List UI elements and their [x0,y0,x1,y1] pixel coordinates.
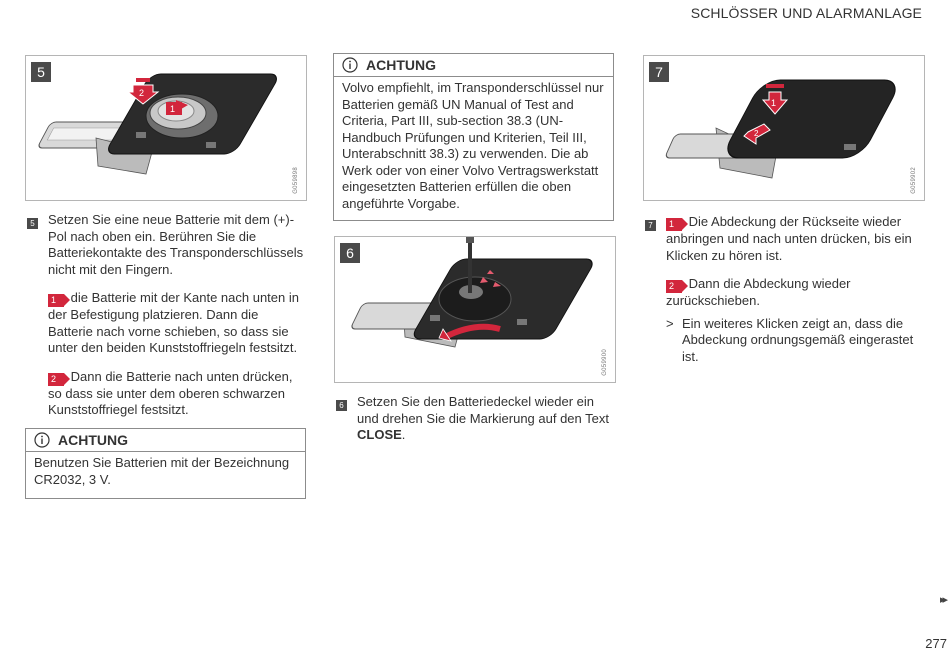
figure-code: G059898 [292,167,299,194]
warning-title: ACHTUNG [366,57,436,73]
step-5-substep-2: 2 Dann die Batterie nach unten drücken, so dass sie unter dem oberen schwarzen Kunststoffriegel festsitzt. [48,368,293,417]
info-circle-icon [34,432,50,454]
warning-text: Benutzen Sie Batterien mit der Bezeichnung CR2032, 3 V. [34,455,290,487]
figure-number-6: 6 [340,243,360,263]
step-number-7: 7 [645,220,656,231]
warning-title: ACHTUNG [58,432,128,448]
step-5-substep-1: 1 die Batterie mit der Kante nach unten in der Befestigung platzieren. Dann die Batterie nach vorne schieben, so dass sie unter den beiden Kunststoffriegeln festsitzt. [48,290,299,355]
close-label: CLOSE [357,427,402,442]
figure-code: G059902 [910,167,917,194]
svg-text:2: 2 [139,88,145,98]
svg-text:1: 1 [771,98,777,108]
step-7-substep-1: 1 Die Abdeckung der Rückseite wieder anbringen und nach unten drücken, bis ein Klicken zu hören ist. [666,214,912,263]
figure-code: G059900 [601,349,608,376]
continue-arrows-icon: ▸▸ [939,594,945,606]
warning-box-un-standard [333,53,614,221]
step-5-instruction: Setzen Sie eine neue Batterie mit dem (+)-Pol nach oben ein. Berühren Sie die Batteriekontakte des Transponderschlüssels nicht mit den Fingern. [48,212,304,277]
figure-6 [334,236,616,383]
page-number: 277 [925,636,947,651]
red-step-marker: 1 [666,218,682,231]
warning-box-battery-type [25,428,306,499]
figure-7 [643,55,925,201]
key-battery-insert-illustration [26,56,306,200]
step-number-6: 6 [336,400,347,411]
battery-cover-rotate-illustration [335,237,615,382]
warning-header [334,54,613,77]
red-step-marker: 2 [48,373,64,386]
figure-number-5: 5 [31,62,51,82]
step-7-text-block [666,214,924,365]
svg-text:2: 2 [754,129,759,138]
red-step-marker: 1 [48,294,64,307]
warning-text: Volvo empfiehlt, im Transponderschlüssel nur Batterien gemäß UN Manual of Test and Criteria, Part III, sub-section 38.3 (UN-Handbuch Prüfungen und Kriterien, Teil III, Unterabschnitt 38.3) zu verwenden. Die ab Werk oder von einer Volvo Vertragswerkstatt eingesetzten Batterien erfüllen die oben angeführte Vorgabe. [342,80,604,211]
figure-5 [25,55,307,201]
figure-number-7: 7 [649,62,669,82]
svg-text:1: 1 [170,104,176,114]
step-7-substep-2: 2 Dann die Abdeckung wieder zurückschieben. [666,276,851,308]
step-6-instruction: Setzen Sie den Batteriedeckel wieder ein und drehen Sie die Markierung auf den Text CLOSE. [357,394,609,442]
step-number-5: 5 [27,218,38,229]
step-6-text-block [357,394,615,456]
warning-header [26,429,305,452]
info-circle-icon [342,57,358,79]
result-marker: > [666,315,674,331]
back-cover-attach-illustration [644,56,924,200]
section-header: SCHLÖSSER UND ALARMANLAGE [690,5,922,21]
step-7-result: > Ein weiteres Klicken zeigt an, dass die Abdeckung ordnungsgemäß eingerastet ist. [666,315,914,364]
step-5-text-block [48,212,306,431]
red-step-marker: 2 [666,280,682,293]
